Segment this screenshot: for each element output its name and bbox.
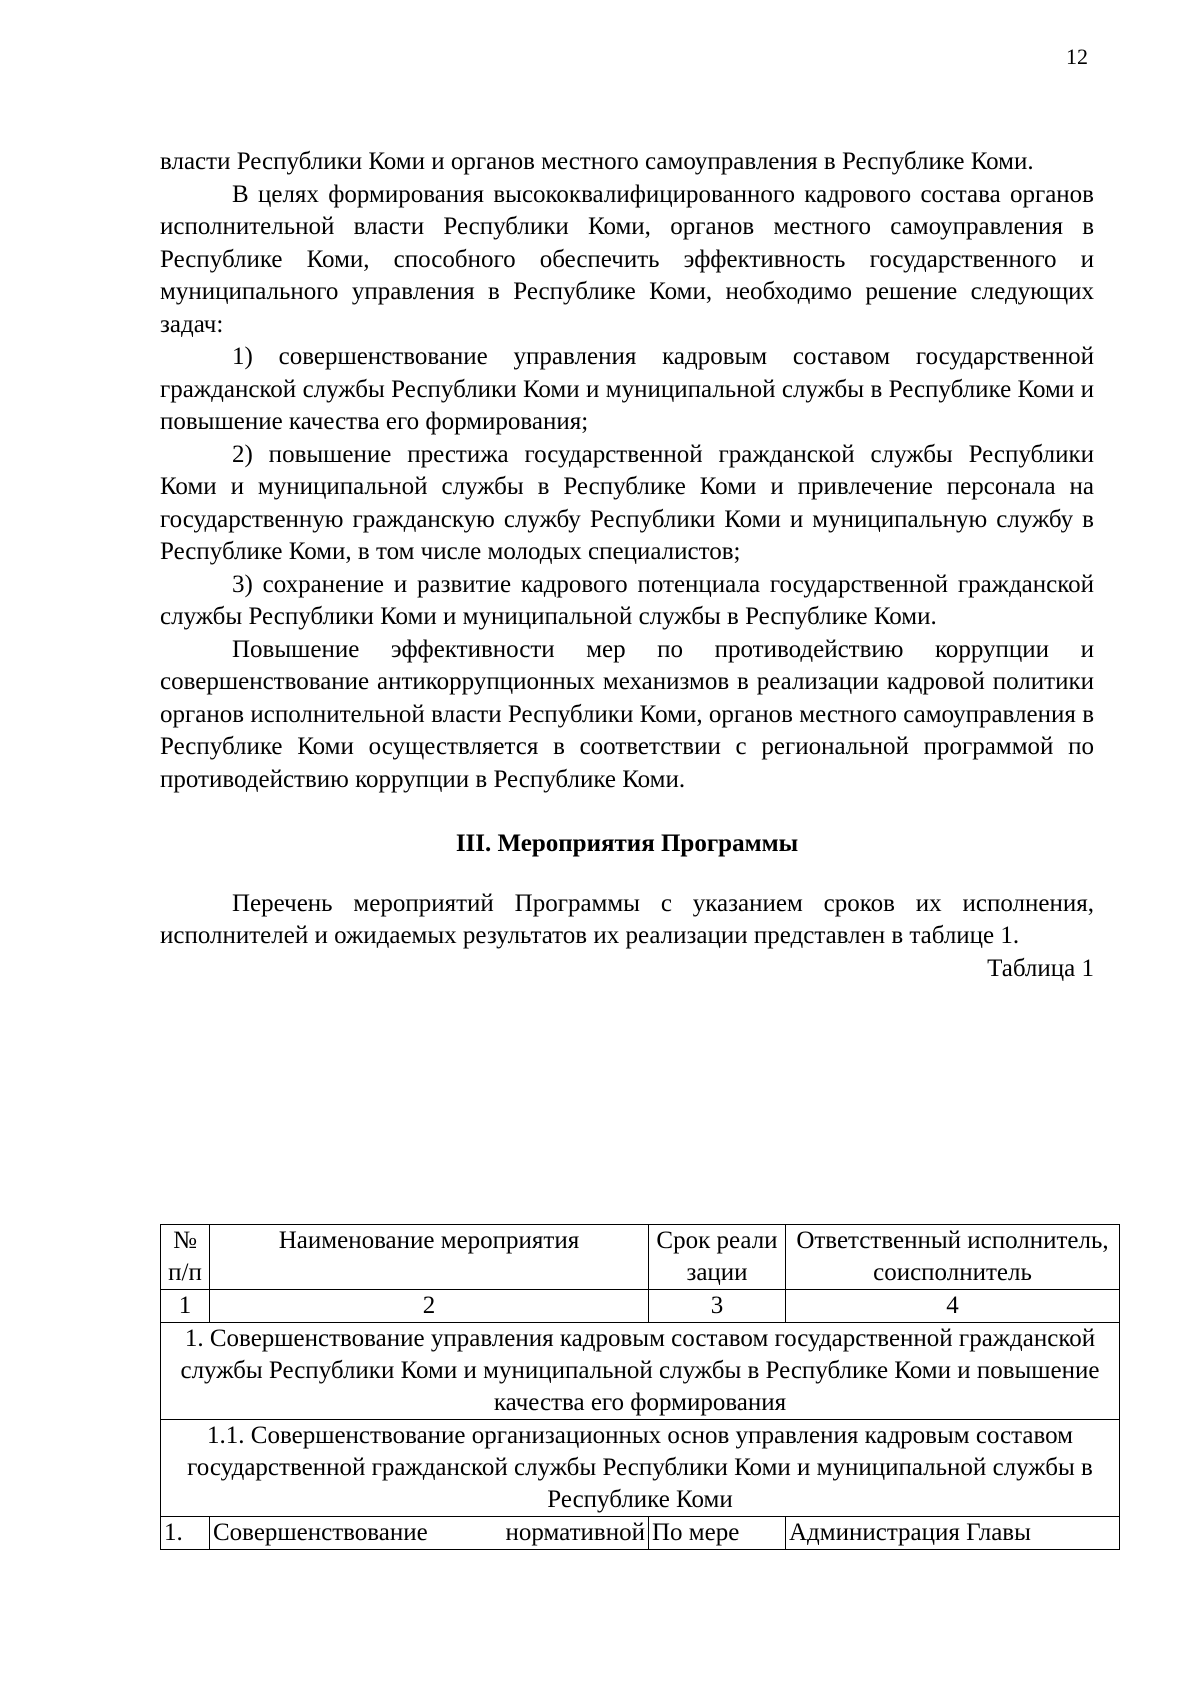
row-executor: Администрация Главы	[786, 1517, 1120, 1550]
paragraph: В целях формирования высококвалифицированного кадрового состава органов исполнительной власти Республики Коми, органов местного самоуправления в Республике Коми, способного обеспечить эффективность государственного и муниципального управления в Республике Коми, необходимо решение следующих задач:	[160, 180, 1094, 338]
column-number: 3	[649, 1290, 786, 1323]
table-row	[161, 1517, 1120, 1550]
header-number: № п/п	[161, 1225, 210, 1290]
intro-paragraph: Перечень мероприятий Программы с указанием сроков их исполнения, исполнителей и ожидаемых результатов их реализации представлен в таблице 1.	[160, 889, 1094, 949]
column-number: 4	[786, 1290, 1120, 1323]
paragraph: 1) совершенствование управления кадровым составом государственной гражданской службы Республики Коми и муниципальной службы в Республике Коми и повышение качества его формирования;	[160, 343, 1094, 435]
document-body	[160, 146, 1094, 985]
paragraph: 2) повышение престижа государственной гражданской службы Республики Коми и муниципальной службы в Республике Коми и привлечение персонала на государственную гражданскую службу Республики Коми и муниципальную службу в Республике Коми, в том числе молодых специалистов;	[160, 440, 1094, 565]
measures-table	[160, 1224, 1120, 1550]
table-column-numbers-row	[161, 1290, 1120, 1323]
subsection-heading: 1.1. Совершенствование организационных основ управления кадровым составом государственной гражданской службы Республики Коми и муниципальной службы в Республике Коми	[161, 1420, 1120, 1517]
header-name: Наименование мероприятия	[210, 1225, 649, 1290]
header-term: Срок реализации	[649, 1225, 786, 1290]
column-number: 2	[210, 1290, 649, 1323]
paragraph: власти Республики Коми и органов местного самоуправления в Республике Коми.	[160, 148, 1034, 175]
table-section-row	[161, 1323, 1120, 1420]
table-header-row	[161, 1225, 1120, 1290]
row-name: Совершенствование нормативной	[210, 1517, 649, 1550]
row-number: 1.	[161, 1517, 210, 1550]
paragraph: 3) сохранение и развитие кадрового потенциала государственной гражданской службы Республики Коми и муниципальной службы в Республике Коми.	[160, 570, 1094, 630]
row-term: По мере	[649, 1517, 786, 1550]
column-number: 1	[161, 1290, 210, 1323]
paragraph: Повышение эффективности мер по противодействию коррупции и совершенствование антикоррупционных механизмов в реализации кадровой политики органов исполнительной власти Республики Коми, органов местного самоуправления в Республике Коми осуществляется в соответствии с региональной программой по противодействию коррупции в Республике Коми.	[160, 635, 1094, 793]
section-heading: 1. Совершенствование управления кадровым составом государственной гражданской службы Республики Коми и муниципальной службы в Республике Коми и повышение качества его формирования	[161, 1323, 1120, 1420]
table-subsection-row	[161, 1420, 1120, 1517]
header-executor: Ответственный исполнитель, соисполнитель	[786, 1225, 1120, 1290]
page-number: 12	[1066, 44, 1088, 69]
section-title: III. Мероприятия Программы	[455, 830, 799, 857]
table-caption: Таблица 1	[987, 954, 1094, 982]
